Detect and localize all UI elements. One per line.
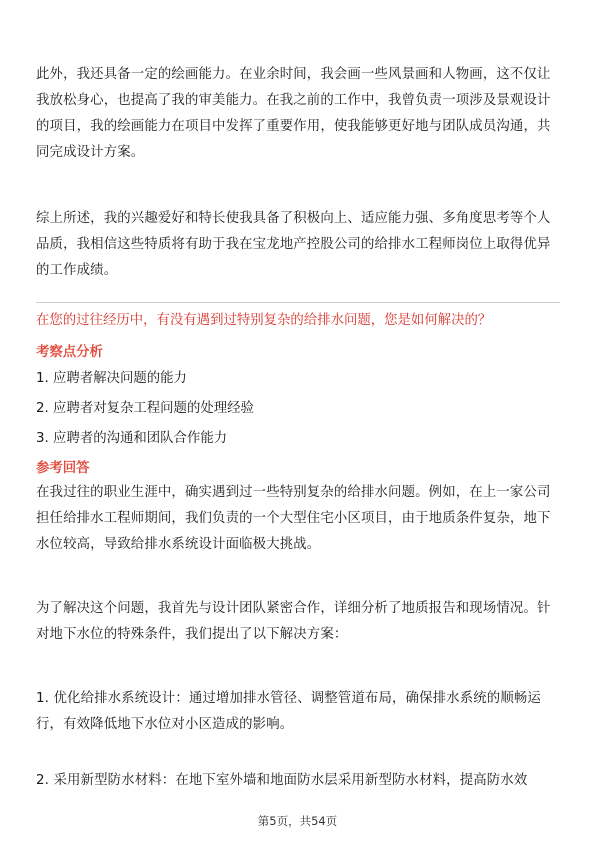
answer-paragraph-1 xyxy=(36,480,560,558)
answer-paragraph-2 xyxy=(36,596,560,648)
analysis-item-1: 1. 应聘者解决问题的能力 xyxy=(36,371,187,386)
paragraph-text: 此外，我还具备一定的绘画能力。在业余时间，我会画一些风景画和人物画，这不仅让我放松身心，也提高了我的审美能力。在我之前的工作中，我曾负责一项涉及景观设计的项目，我的绘画能力在项目中发挥了重要作用，使我能够更好地与团队成员沟通，共同完成设计方案。 xyxy=(36,67,551,160)
analysis-item-2: 2. 应聘者对复杂工程问题的处理经验 xyxy=(36,401,254,416)
page-number: 第5页，共54页 xyxy=(257,814,338,828)
answer-paragraph-3 xyxy=(36,686,560,738)
section-divider xyxy=(36,302,560,303)
intro-paragraph-1 xyxy=(36,62,560,166)
paragraph-text: 在我过往的职业生涯中，确实遇到过一些特别复杂的给排水问题。例如，在上一家公司担任给排水工程师期间，我们负责的一个大型住宅小区项目，由于地质条件复杂，地下水位较高，导致给排水系统设计面临极大挑战。 xyxy=(36,485,551,552)
paragraph-text: 为了解决这个问题，我首先与设计团队紧密合作，详细分析了地质报告和现场情况。针对地下水位的特殊条件，我们提出了以下解决方案： xyxy=(36,601,551,642)
paragraph-text: 1. 优化给排水系统设计：通过增加排水管径、调整管道布局，确保排水系统的顺畅运行，有效降低地下水位对小区造成的影响。 xyxy=(36,691,541,732)
answer-paragraph-4 xyxy=(36,768,560,794)
paragraph-text: 2. 采用新型防水材料：在地下室外墙和地面防水层采用新型防水材料，提高防水效 xyxy=(36,773,528,788)
answer-heading: 参考回答 xyxy=(36,461,90,476)
paragraph-text: 综上所述，我的兴趣爱好和特长使我具备了积极向上、适应能力强、多角度思考等个人品质，我相信这些特质将有助于我在宝龙地产控股公司的给排水工程师岗位上取得优异的工作成绩。 xyxy=(36,211,551,278)
analysis-item-3: 3. 应聘者的沟通和团队合作能力 xyxy=(36,431,228,446)
intro-paragraph-2 xyxy=(36,206,560,284)
analysis-heading: 考察点分析 xyxy=(36,345,103,360)
interview-question: 在您的过往经历中，有没有遇到过特别复杂的给排水问题，您是如何解决的？ xyxy=(36,313,492,328)
